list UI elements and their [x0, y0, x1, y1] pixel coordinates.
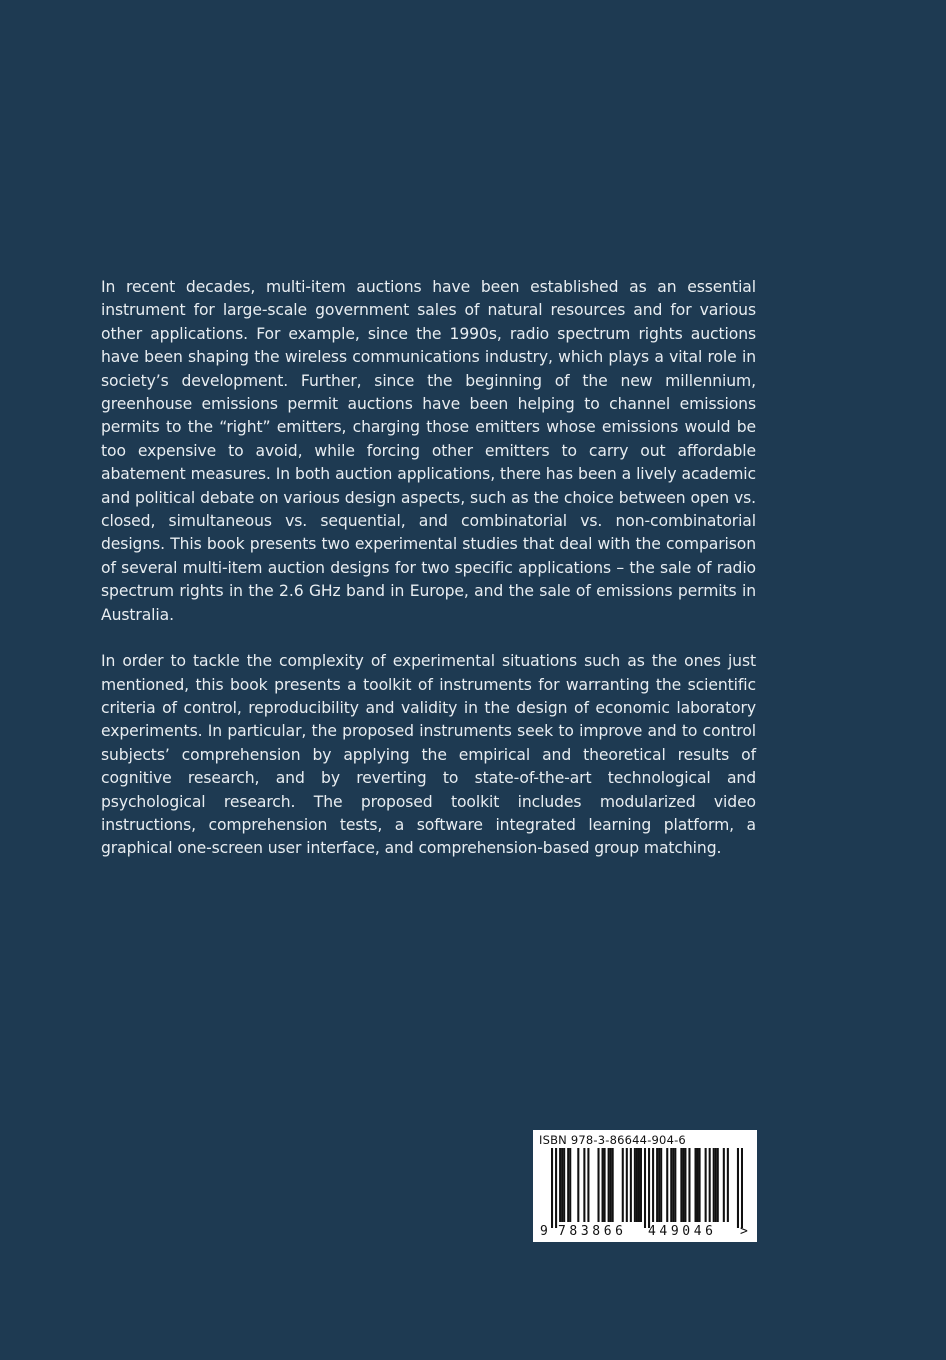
barcode-bar — [604, 1148, 606, 1222]
barcode-bar — [658, 1148, 660, 1222]
ean-digits — [533, 1224, 757, 1240]
barcode-bar — [630, 1148, 632, 1222]
barcode-bar — [587, 1148, 589, 1222]
barcode-guard-bar — [551, 1148, 553, 1228]
barcode-bar — [705, 1148, 707, 1222]
barcode-bars — [551, 1148, 743, 1228]
barcode-bar — [672, 1148, 674, 1222]
barcode-bar — [583, 1148, 585, 1222]
barcode-bar — [723, 1148, 725, 1222]
barcode-bar — [684, 1148, 686, 1222]
barcode-bar — [610, 1148, 612, 1222]
barcode-bar — [652, 1148, 654, 1222]
barcode-bar — [680, 1148, 682, 1222]
barcode-bar — [597, 1148, 599, 1222]
barcode-bar — [608, 1148, 610, 1222]
blurb-paragraph-2: In order to tackle the complexity of experimental situations such as the ones just mentioned, this book presents a toolkit of instruments for warranting the scientific criteria of control, reproducibility and validity in the design of economic laboratory experiments. In particular, the proposed instruments seek to improve and to control subjects’ comprehension by applying the empirical and theoretical results of cognitive research, and by reverting to state-of-the-art technological and psychological research. The proposed toolkit includes modularized video instructions, comprehension tests, a software integrated learning platform, a graphical one-screen user interface, and comprehension-based group matching. — [101, 652, 756, 858]
barcode-bar — [602, 1148, 604, 1222]
blurb-paragraph-1: In recent decades, multi-item auctions have been established as an essential instrument for large-scale government sales of natural resources and for various other applications. For example, since the 1990s, radio spectrum rights auctions have been shaping the wireless communications industry, which plays a vital role in society’s development. Further, since the beginning of the new millennium, greenhouse emissions permit auctions have been helping to channel emissions permits to the “right” emitters, charging those emitters whose emissions would be too expensive to avoid, while forcing other emitters to carry out affordable abatement measures. In both auction applications, there has been a lively academic and political debate on various design aspects, such as the choice between open vs. closed, simultaneous vs. sequential, and combinatorial vs. non-combinatorial designs. This book presents two experimental studies that deal with the comparison of several multi-item auction designs for two specific applications – the sale of radio spectrum rights in the 2.6 GHz band in Europe, and the sale of emissions permits in Australia. — [101, 278, 756, 624]
barcode-bar — [670, 1148, 672, 1222]
barcode-bar — [666, 1148, 668, 1222]
barcode-guard-bar — [644, 1148, 646, 1228]
ean-lead-digit: 9 — [540, 1224, 548, 1239]
barcode-bar — [699, 1148, 701, 1222]
barcode-bar — [709, 1148, 711, 1222]
barcode-bar — [674, 1148, 676, 1222]
barcode-bar — [656, 1148, 658, 1222]
barcode-bar — [713, 1148, 715, 1222]
cover-blurb — [101, 276, 756, 884]
ean-quiet-mark: > — [740, 1224, 748, 1239]
barcode-bar — [715, 1148, 717, 1222]
barcode-bar — [697, 1148, 699, 1222]
barcode-guard-bar — [648, 1148, 650, 1228]
barcode-bar — [561, 1148, 563, 1222]
isbn-label: ISBN 978-3-86644-904-6 — [539, 1133, 686, 1147]
barcode-bar — [694, 1148, 696, 1222]
barcode-bar — [563, 1148, 565, 1222]
barcode-bar — [559, 1148, 561, 1222]
isbn-barcode — [533, 1130, 757, 1242]
barcode-bar — [727, 1148, 729, 1222]
barcode-bar — [636, 1148, 638, 1222]
barcode-bar — [640, 1148, 642, 1222]
barcode-bar — [567, 1148, 569, 1222]
barcode-bar — [717, 1148, 719, 1222]
barcode-guard-bar — [737, 1148, 739, 1228]
barcode-bar — [612, 1148, 614, 1222]
barcode-guard-bar — [741, 1148, 743, 1228]
barcode-guard-bar — [555, 1148, 557, 1228]
barcode-bar — [682, 1148, 684, 1222]
barcode-bar — [577, 1148, 579, 1222]
ean-right-group: 449046 — [648, 1224, 717, 1239]
barcode-bar — [638, 1148, 640, 1222]
barcode-bar — [634, 1148, 636, 1222]
ean-left-group: 783866 — [558, 1224, 627, 1239]
barcode-bar — [622, 1148, 624, 1222]
barcode-bar — [660, 1148, 662, 1222]
barcode-bar — [569, 1148, 571, 1222]
barcode-bar — [626, 1148, 628, 1222]
barcode-bar — [688, 1148, 690, 1222]
